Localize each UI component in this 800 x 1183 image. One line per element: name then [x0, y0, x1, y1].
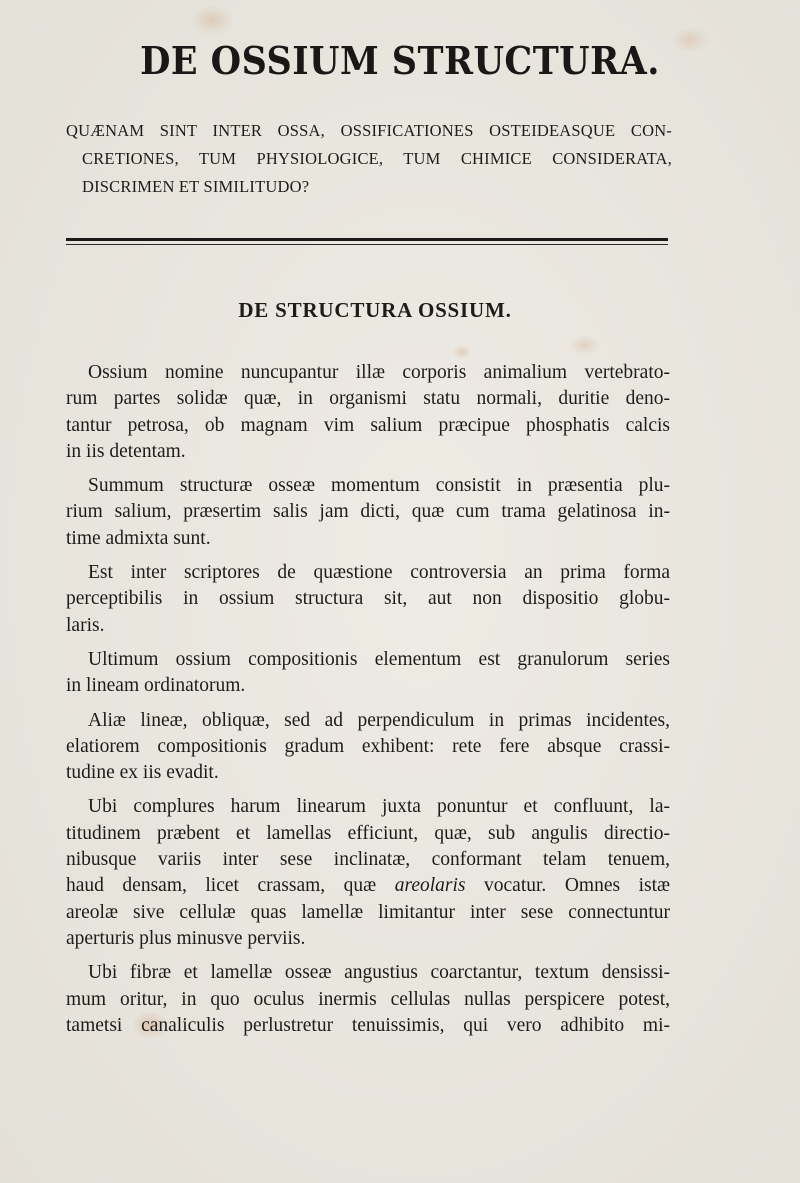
paragraph	[66, 960, 670, 1039]
text-line-with-italic	[66, 873, 670, 899]
text-segment: vocatur. Omnes istæ	[484, 875, 671, 897]
text-line: nibusque variis inter sese inclinatæ, conformant telam tenuem,	[66, 849, 670, 871]
text-line: Ultimum ossium compositionis elementum est granulorum series	[88, 648, 670, 670]
double-rule-divider	[66, 238, 668, 247]
text-line: time admixta sunt.	[66, 527, 211, 549]
italic-term: areolaris	[394, 875, 466, 897]
text-line: in iis detentam.	[66, 440, 186, 462]
text-line: Ossium nomine nuncupantur illæ corporis animalium vertebrato-	[88, 362, 670, 383]
text-line: areolæ sive cellulæ quas lamellæ limitantur inter sese connectuntur	[66, 901, 670, 923]
text-line: titudinem præbent et lamellas efficiunt, quæ, sub angulis directio-	[66, 822, 670, 844]
section-title: DE STRUCTURA OSSIUM.	[238, 298, 512, 322]
text-line: elatiorem compositionis gradum exhibent: rete fere absque crassi-	[66, 735, 670, 757]
text-line: tametsi canaliculis perlustretur tenuissimis, qui vero adhibito mi-	[66, 1014, 670, 1036]
paragraph	[66, 708, 670, 787]
text-line: mum oritur, in quo oculus inermis cellulas nullas perspicere potest,	[66, 988, 670, 1010]
rule-thick	[66, 238, 668, 241]
text-line: Ubi fibræ et lamellæ osseæ angustius coarctantur, textum densissi-	[88, 962, 670, 984]
text-line: perceptibilis in ossium structura sit, aut non dispositio globu-	[66, 588, 670, 610]
question-line: CRETIONES, TUM PHYSIOLOGICE, TUM CHIMICE CONSIDERATA,	[82, 149, 672, 168]
text-line: laris.	[66, 614, 105, 636]
text-line: tantur petrosa, ob magnam vim salium præcipue phosphatis calcis	[66, 414, 670, 436]
rule-thin	[66, 244, 668, 245]
prize-question	[66, 117, 672, 201]
paragraph	[66, 560, 670, 639]
paragraph	[66, 473, 670, 552]
paragraph	[66, 360, 670, 465]
text-line: rium salium, præsertim salis jam dicti, quæ cum trama gelatinosa in-	[66, 501, 670, 523]
text-line: tudine ex iis evadit.	[66, 762, 219, 784]
text-line: in lineam ordinatorum.	[66, 675, 246, 697]
text-segment: haud densam, licet crassam, quæ	[66, 875, 377, 897]
text-line: Summum structuræ osseæ momentum consistit in præsentia plu-	[88, 475, 670, 497]
question-line: QUÆNAM SINT INTER OSSA, OSSIFICATIONES OSTEIDEASQUE CON-	[66, 121, 672, 140]
text-line: rum partes solidæ quæ, in organismi statu normali, duritie deno-	[66, 388, 670, 410]
text-line: Aliæ lineæ, obliquæ, sed ad perpendiculum in primas incidentes,	[88, 709, 670, 731]
paragraph	[66, 647, 670, 700]
question-line: DISCRIMEN ET SIMILITUDO?	[82, 177, 310, 196]
page-title: DE OSSIUM STRUCTURA.	[140, 38, 660, 83]
paragraph	[66, 794, 670, 952]
text-line: Ubi complures harum linearum juxta ponuntur et confluunt, la-	[88, 796, 670, 818]
text-line: Est inter scriptores de quæstione controversia an prima forma	[88, 562, 670, 584]
body-text	[66, 360, 670, 1047]
text-line: aperturis plus minusve perviis.	[66, 927, 306, 949]
